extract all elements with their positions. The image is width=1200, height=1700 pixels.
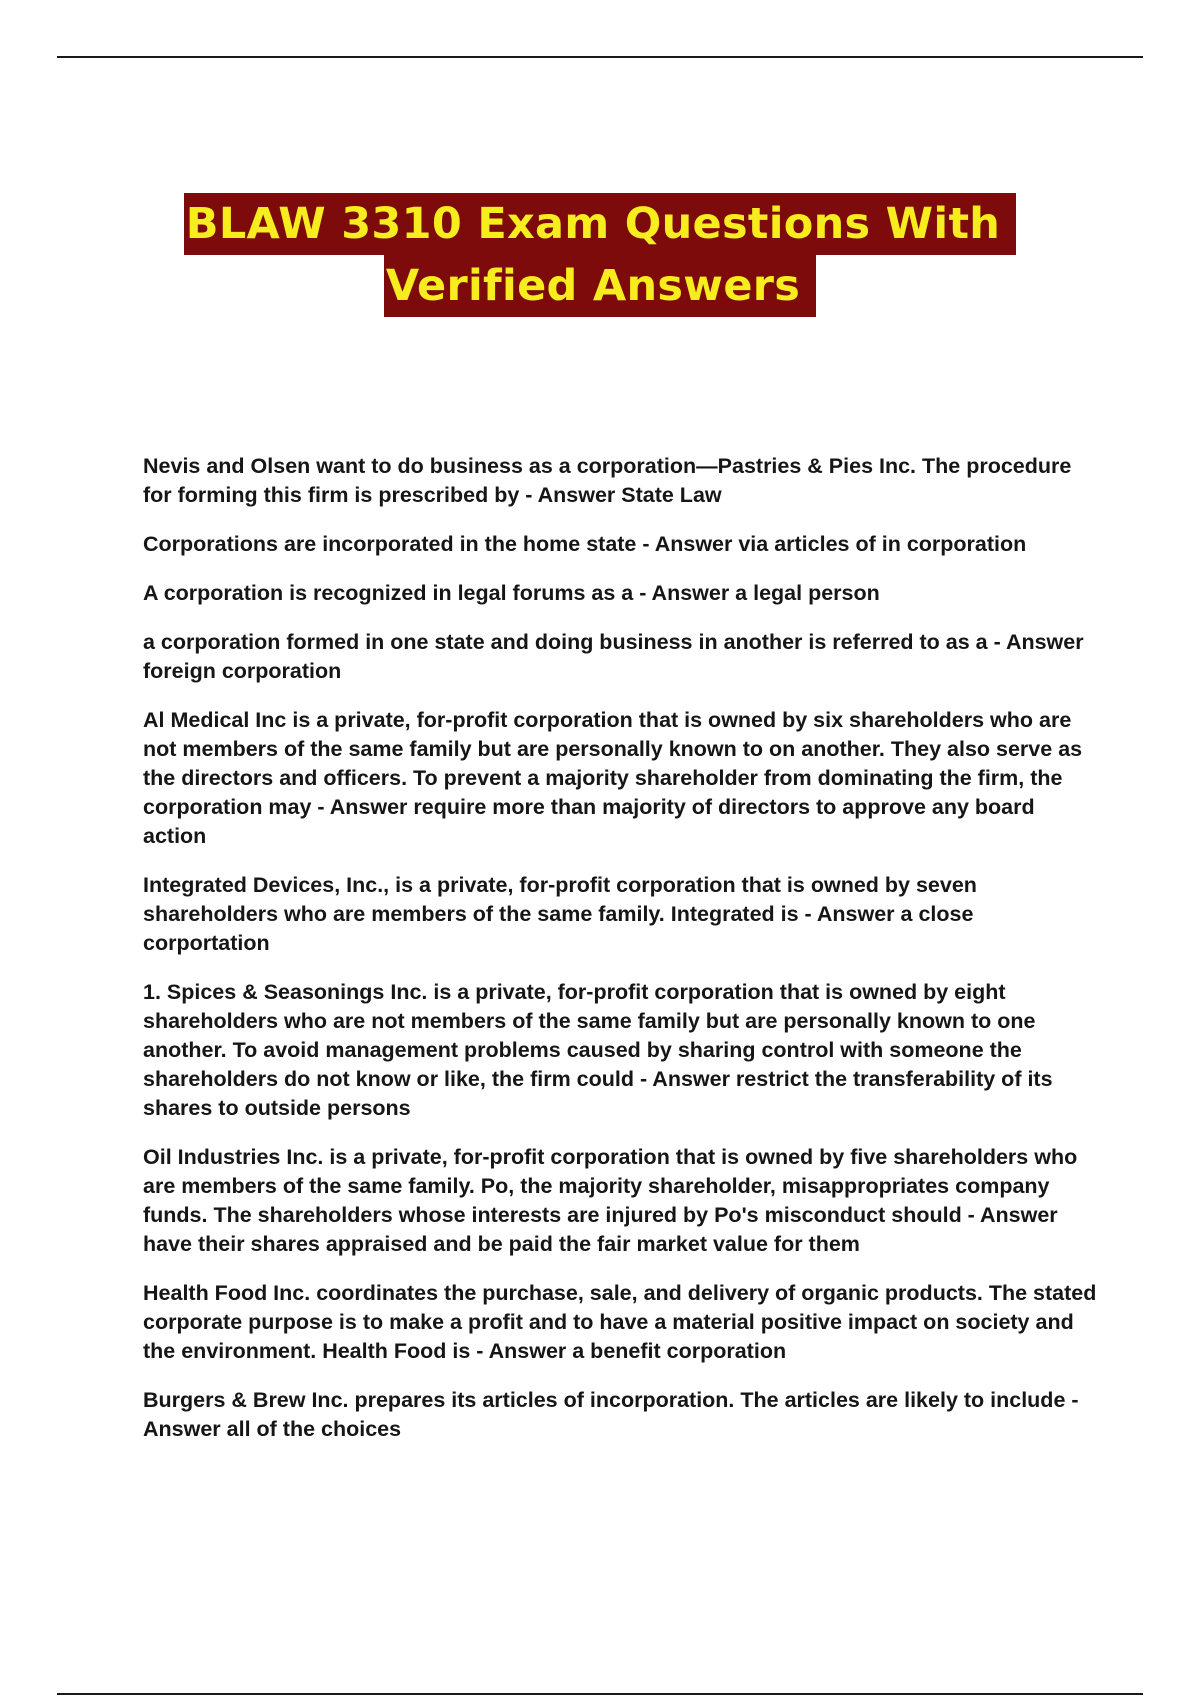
document-title — [0, 193, 1200, 317]
qa-item: Health Food Inc. coordinates the purchase, sale, and delivery of organic products. The stated corporate purpose is to make a profit and to have a material positive impact on society and the environment. Health Food is - Answer a benefit corporation — [143, 1281, 1097, 1363]
title-line-2: Verified Answers — [384, 255, 816, 317]
qa-item: Corporations are incorporated in the home state - Answer via articles of in corporation — [143, 532, 1027, 556]
qa-item: Oil Industries Inc. is a private, for-profit corporation that is owned by five shareholders who are members of the same family. Po, the majority shareholder, misappropriates company funds. The shareholders whose interests are injured by Po's misconduct should - Answer have their shares appraised and be paid the fair market value for them — [143, 1145, 1078, 1256]
qa-item: 1. Spices & Seasonings Inc. is a private, for-profit corporation that is owned by eight shareholders who are not members of the same family but are personally known to one another. To avoid management problems caused by sharing control with someone the shareholders do not know or like, the firm could - Answer restrict the transferability of its shares to outside persons — [143, 980, 1053, 1120]
qa-item: Integrated Devices, Inc., is a private, for-profit corporation that is owned by seven shareholders who are members of the same family. Integrated is - Answer a close corportation — [143, 873, 977, 955]
qa-item: Nevis and Olsen want to do business as a corporation—Pastries & Pies Inc. The procedure for forming this firm is prescribed by - Answer State Law — [143, 454, 1072, 507]
top-rule — [57, 56, 1143, 58]
qa-item: a corporation formed in one state and doing business in another is referred to as a - Answer foreign corporation — [143, 630, 1084, 683]
qa-list — [143, 452, 1103, 1464]
title-line-1: BLAW 3310 Exam Questions With — [184, 193, 1016, 255]
qa-item: A corporation is recognized in legal forums as a - Answer a legal person — [143, 581, 880, 605]
qa-item: Burgers & Brew Inc. prepares its articles of incorporation. The articles are likely to include - Answer all of the choices — [143, 1388, 1079, 1441]
qa-item: Al Medical Inc is a private, for-profit corporation that is owned by six shareholders who are not members of the same family but are personally known to on another. They also serve as the directors and officers. To prevent a majority shareholder from dominating the firm, the corporation may - Answer require more than majority of directors to approve any board action — [143, 708, 1083, 848]
bottom-rule — [57, 1693, 1143, 1695]
